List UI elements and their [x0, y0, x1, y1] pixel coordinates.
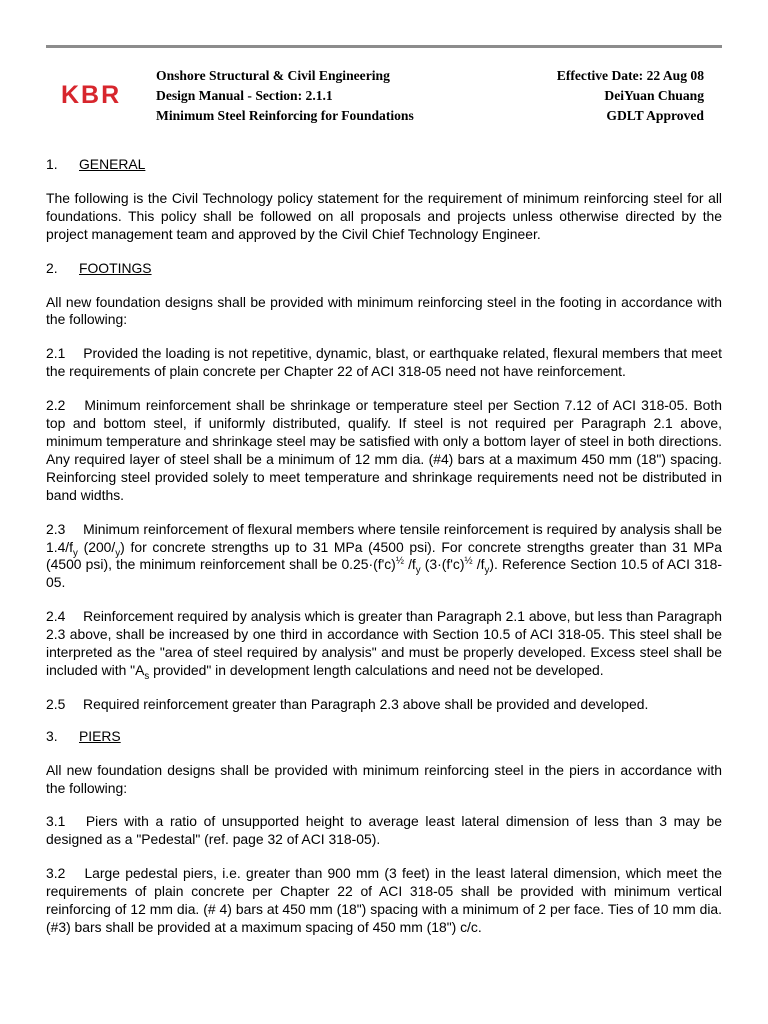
paragraph-2-3: [46, 521, 722, 593]
text-run: 2.4 Reinforcement required by analysis which is greater than Paragraph 2.1 above, but less than Paragraph 2.3 above, shall be increased by one third in accordance with Section 10.5 of ACI 318-05. This steel shall be interpreted as the "area of steel required by analysis" and must be properly developed. Excess steel shall be included with "A: [46, 608, 722, 678]
text-run: /f: [472, 556, 485, 573]
footings-intro: All new foundation designs shall be provided with minimum reinforcing steel in the footing in accordance with the following:: [46, 293, 722, 328]
header-department: Onshore Structural & Civil Engineering: [156, 68, 390, 83]
header-section: Design Manual - Section: 2.1.1: [156, 87, 333, 103]
superscript: ½: [464, 555, 473, 567]
section-title: FOOTINGS: [79, 259, 152, 276]
header-document-title: Minimum Steel Reinforcing for Foundations: [156, 107, 414, 123]
general-paragraph: The following is the Civil Technology policy statement for the requirement of minimum reinforcing steel for all foundations. This policy shall be followed on all proposals and projects unless otherwise directed by the project management team and approved by the Civil Chief Technology Engineer.: [46, 189, 722, 242]
text-run: provided" in development length calculations and need not be developed.: [149, 661, 604, 678]
subscript: y: [73, 547, 78, 559]
section-heading-piers: [46, 728, 722, 746]
subscript: y: [115, 547, 121, 559]
text-run: /f: [403, 556, 416, 573]
header-left-block: [156, 66, 414, 125]
section-number: 2.: [46, 259, 58, 276]
kbr-logo: KBR: [61, 81, 122, 109]
text-run: 2.3 Minimum reinforcement of flexural members where tensile reinforcement is required by analysis shall be 1.4/f: [46, 520, 722, 555]
section-heading-general: [46, 156, 722, 174]
section-title: GENERAL: [79, 156, 146, 172]
header-author: DeiYuan Chuang: [604, 87, 704, 103]
subscript: y: [484, 565, 490, 577]
paragraph-2-1: 2.1 Provided the loading is not repetitive, dynamic, blast, or earthquake related, flexural members that meet the requirements of plain concrete per Chapter 22 of ACI 318-05 need not have reinforcement.: [46, 345, 722, 380]
section-number: 3.: [46, 727, 58, 744]
header-approval: GDLT Approved: [606, 107, 704, 123]
section-title: PIERS: [79, 727, 121, 744]
text-run: ) for concrete strengths up to 31 MPa (4500 psi). For concrete strengths greater than 31 MPa (4500 psi), the minimum reinforcement shall be 0.25·(f'c): [46, 538, 722, 573]
header-effective-date: Effective Date: 22 Aug 08: [556, 68, 704, 83]
header-right-block: [557, 66, 704, 125]
paragraph-2-4: [46, 608, 722, 680]
subscript: s: [144, 670, 150, 682]
text-run: (3·(f'c): [420, 556, 465, 573]
section-number: 1.: [46, 156, 58, 172]
header-rule: [46, 45, 722, 48]
paragraph-3-1: 3.1 Piers with a ratio of unsupported height to average least lateral dimension of less than 3 may be designed as a "Pedestal" (ref. page 32 of ACI 318-05).: [46, 813, 722, 848]
text-run: (200/: [77, 538, 116, 555]
subscript: y: [415, 565, 421, 577]
paragraph-3-2: 3.2 Large pedestal piers, i.e. greater than 900 mm (3 feet) in the least lateral dimension, which meet the requirements of plain concrete per Chapter 22 of ACI 318-05 shall be provided with minimum vertical reinforcing of 12 mm dia. (# 4) bars at 450 mm (18") spacing with a minimum of 2 per face. Ties of 10 mm dia. (#3) bars shall be provided at a maximum spacing of 450 mm (18") c/c.: [46, 865, 722, 935]
document-body: [46, 156, 722, 953]
superscript: ½: [395, 555, 404, 567]
paragraph-2-5: 2.5 Required reinforcement greater than Paragraph 2.3 above shall be provided and developed.: [46, 695, 649, 712]
text-run: ). Reference Section 10.5 of ACI 318-05.: [46, 556, 722, 591]
paragraph-2-2: 2.2 Minimum reinforcement shall be shrinkage or temperature steel per Section 7.12 of ACI 318-05. Both top and bottom steel, if uniformly distributed, qualify. If steel is not required per Paragraph 2.1 above, minimum temperature and shrinkage steel may be satisfied with only a bottom layer of steel in both directions. Any required layer of steel shall be a minimum of 12 mm dia. (#4) bars at a maximum 450 mm (18") spacing. Reinforcing steel provided solely to meet temperature and shrinkage requirements need not be distributed in band widths.: [46, 397, 722, 503]
piers-intro: All new foundation designs shall be provided with minimum reinforcing steel in the piers in accordance with the following:: [46, 761, 722, 796]
section-heading-footings: [46, 260, 722, 278]
